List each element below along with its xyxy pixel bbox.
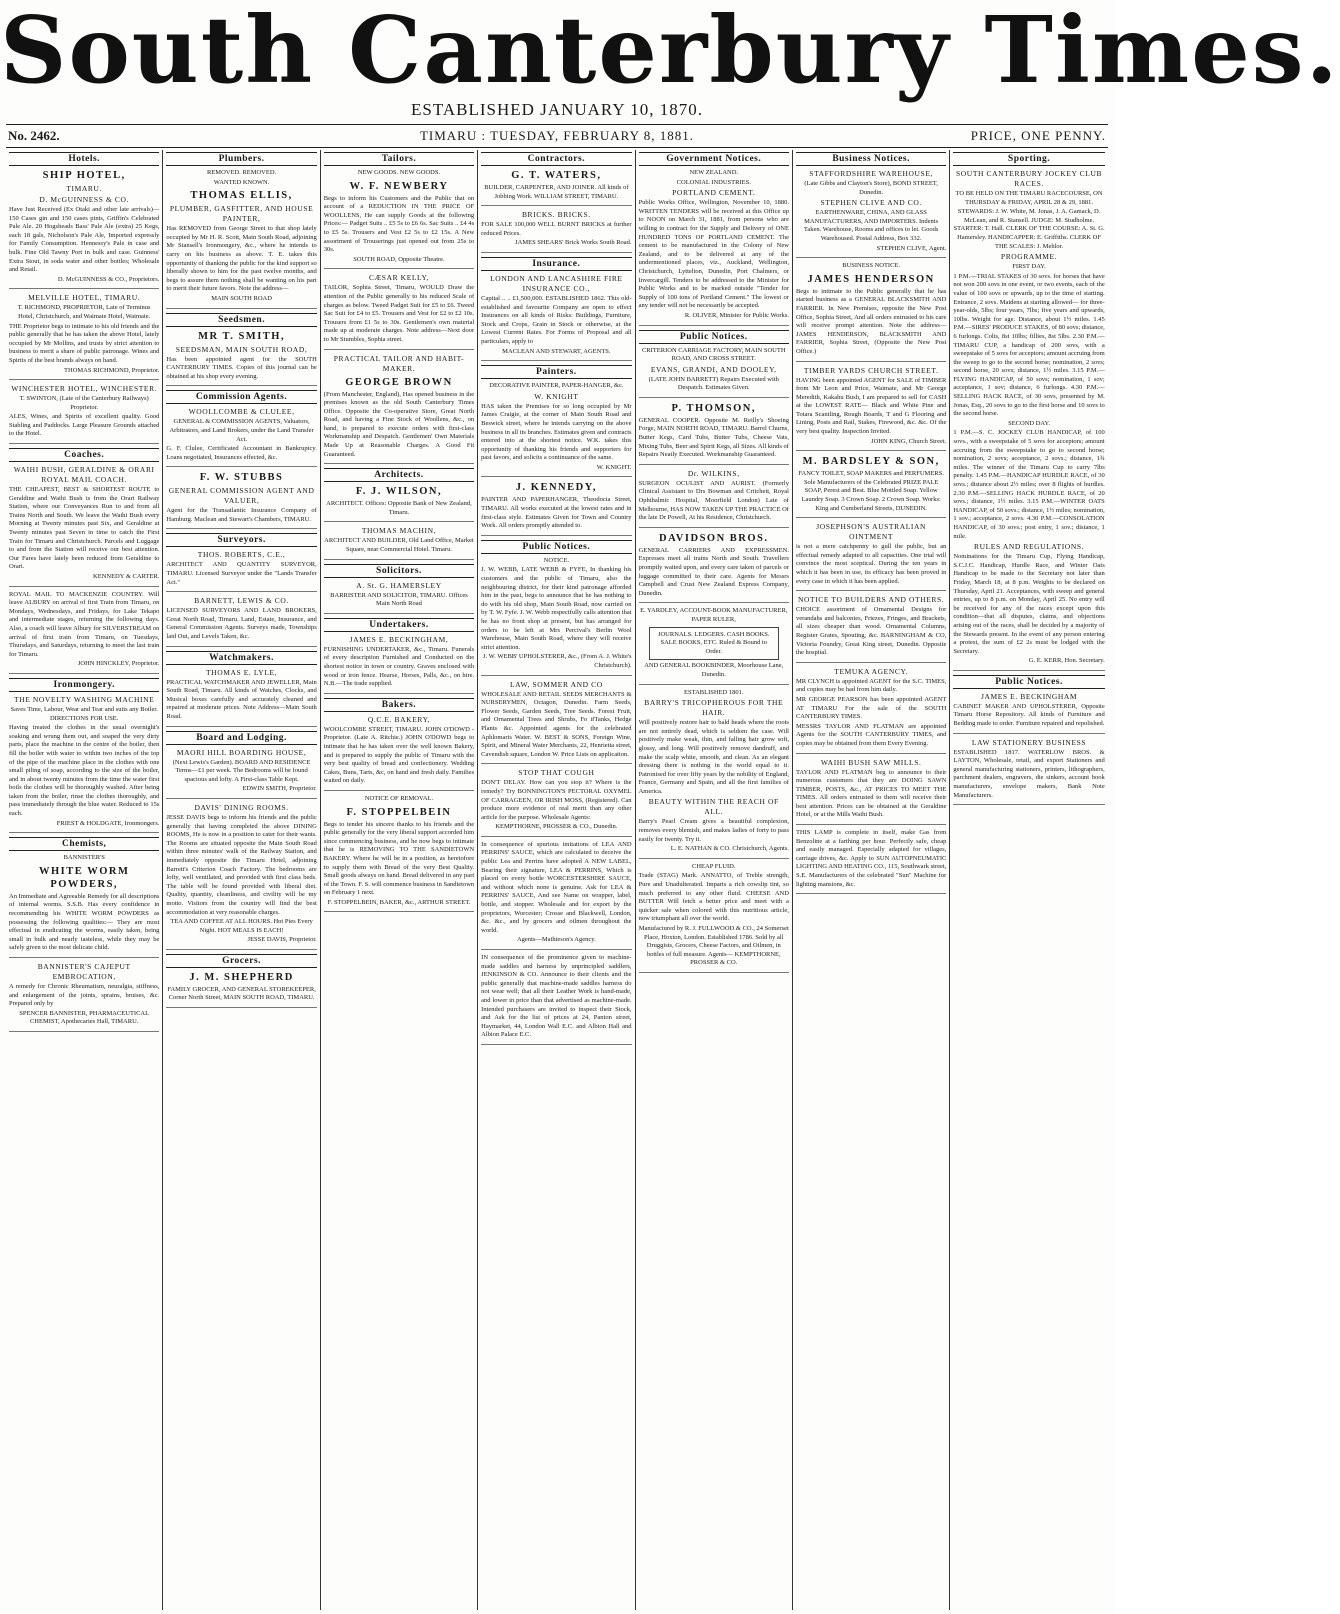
- ad-signature: MACLEAN AND STEWART, AGENTS.: [502, 347, 611, 355]
- ad-title: THE NOVELTY WASHING MACHINE: [14, 694, 155, 704]
- section-heading-architects: Architects.: [324, 468, 474, 482]
- ad-title: WOOLLCOMBE & CLULEE,: [188, 407, 295, 417]
- ad-body: TAYLOR AND FLATMAN beg to announce to their numerous customers that they are DOING SAWN TIMBER, POSTS, &c., AT PRICES TO MEET THE TIMES. All orders entrusted to them will receive their best attention. Prices can be obtained at the Geraldine Hotel, or at the Mills Waihi Bush.: [795, 768, 947, 819]
- ad-body: THE Proprietor begs to intimate to his old friends and the public generally that he has taken the above Hotel, lately occupied by Mr Mollins, and trusts by strict attention to business to merit a share of public patronage. Wines and Spirits of the best brands always on hand.: [9, 322, 160, 364]
- ad-wilson: [324, 485, 474, 522]
- ad-shepherd: [166, 971, 316, 1008]
- ad-qce-bakery: [324, 715, 474, 791]
- ad-title: F. W. STUBBS: [199, 472, 284, 484]
- ad-body: 1 P.M.—TRIAL STAKES of 30 sovs. for horses that have not won 200 sovs in one event, or two events, each of the value of 100 sovs or upwards, up to the time of starting. Entrance, 2 sovs. Maidens at starting allowed— for three-year-olds, 5lbs; four years, 7lbs; five years and upwards, 10lbs. Weight for age. Distance, about 1½ miles. 1.45 P.M.—SIRES' PRODUCE STAKES, of 80 sovs; distance, 6 furlongs. Colts, 8st 10lbs; fillies, 8st 5lbs. 2.30 P.M.—TIMARU CUP, a handicap of 200 sovs, with a sweepstake of 5 sovs for acceptors; amount accruing from the sweep to go to the second horse; nomination, 2 sovs; second horse, 20 sovs; distance, 1½ miles. 3.15 P.M.—FLYING HANDICAP, of 50 sovs; nomination, 1 sov; acceptance, 1 sov; distance, 6 furlongs. 4.30 P.M.—SELLING HACK RACE, of 30 sovs, presented by M. Jonas, Esq., 20 sovs to go to the first horse and 10 sovs to the second horse.: [953, 272, 1105, 418]
- ad-subtitle: D. McGUINNESS & CO.: [39, 195, 129, 204]
- ad-body: THIS LAMP is complete in itself, make Gas from Benzoline at a farthing per hour. Perfectly safe, cheap and easily managed. Especially adapted for villages, carriage drives, &c. Apply to SUN AUTOPNEUMATIC LIGHTING AND HEATING CO., 115, Southwark street, S.E. Manufacturers of the celebrated "Sun" Machine for lighting mansions, &c.: [795, 829, 947, 888]
- ad-body: HAVING been appointed AGENT for SALE of TIMBER from Mr Leon and Price, Waimate, and Mr George Meredith, Kakahu Bush, I am prepared to sell for CASH at the LOWEST RATE— Black and White Pine and Totara Scantling, Rough Boards, T and G Flooring and Lining, Posts and Rail, Stakes, Firewood, &c. &c. Of the very best quality. Inspection Invited.: [795, 376, 947, 436]
- ad-body: ESTABLISHED 1817. WATERLOW BROS. & LAYTON, Wholesale, retail, and export Stationers and general manufacturing stationers, printers, lithographers, parchment dealers, engravers, die sinkers, account book manufacturers, envelope makers, Bank Note Manufacturers.: [953, 748, 1105, 799]
- ad-subtitle: NOTICE.: [543, 556, 570, 564]
- ad-body: MR GEORGE PEARSON has been appointed AGENT AT TIMARU For the sale of the SOUTH CANTERBURY TIMES.: [795, 695, 947, 721]
- ad-title: G. T. WATERS,: [511, 170, 602, 181]
- ad-body: JESSE DAVIS begs to inform his friends and the public generally that having completed the above DINING ROOMS, He is now in a position to cater for their wants. The Rooms are situated opposite the Main South Road within three minutes' walk of the Railway Station, and immediately opposite the Timaru Hotel, adjoining Barrett's Criterion Coach Factory. The bedrooms are lofty, well ventilated, and provided with first class beds. The table will be found provided with liberal diet. Quality, quantity, cleanliness, and civility will be my motto. Visitors from the country will find the best accommodation at very reasonable charges.: [166, 813, 317, 916]
- ad-webb: [481, 557, 631, 676]
- ad-law-stationery: [953, 738, 1104, 806]
- ad-george-brown: [324, 354, 474, 465]
- ad-roberts: [166, 550, 316, 592]
- issue-date: TIMARU : TUESDAY, FEBRUARY 8, 1881.: [419, 128, 695, 143]
- ad-body: MR CLYNCH is appointed AGENT for the S.C. TIMES, and copies may be had from him daily.: [795, 677, 947, 694]
- ad-bardsley: [796, 455, 946, 518]
- ad-body: BUILDER, CARPENTER, AND JOINER. All kinds of Jobbing Work. WILLIAM STREET, TIMARU.: [484, 184, 629, 200]
- section-heading-commission: Commission Agents.: [166, 390, 316, 404]
- ad-subtitle: TO BE HELD ON THE TIMARU RACECOURSE, ON THURSDAY & FRIDAY, APRIL 28 & 29, 1881.: [955, 190, 1103, 206]
- section-heading-bakers: Bakers.: [324, 698, 474, 712]
- ad-lyle: [166, 668, 316, 727]
- ad-title: Dr. WILKINS,: [687, 468, 740, 478]
- ad-body: PRACTICAL WATCHMAKER AND JEWELLER, Main South Road, Timaru. All kinds of Watches, Clocks, and Musical boxes carefully and accurately cleaned and repaired at moderate prices. Note Address—Main South Road.: [166, 678, 317, 720]
- ad-title: STAFFORDSHIRE WAREHOUSE,: [809, 169, 933, 178]
- ad-title: WHITE WORM POWDERS,: [39, 865, 130, 890]
- ad-title: Q.C.E. BAKERY,: [367, 714, 431, 724]
- ad-body: JOURNALS. LEDGERS. CASH BOOKS. SALE BOOKS, ETC. Ruled & Bound to Order.: [649, 627, 779, 661]
- ad-body: GENERAL COOPER. Opposite M. Reilly's Shoeing Forge, MAIN NORTH ROAD, TIMARU. Barrel Churns, Butter Kegs, Card Tubs, Butter Tubs, Cheese Vats, Mixing Tubs, Beer and Spirit Kegs, all Sizes. All kinds of Repairs Neatly Executed. Workmanship Guaranteed.: [638, 416, 789, 459]
- ad-body: DON'T DELAY. How can you stop it? Where is the remedy? Try BONNINGTON'S PECTORAL OXYMEL OF CARRAGEEN, OR IRISH MOSS, (Registered). Can produce more evidence of real merit than any other article for the purpose. Wholesale Agents:: [481, 779, 632, 821]
- ad-signature: JAMES SHEARS' Brick Works South Road.: [515, 239, 632, 247]
- ad-hamersley: [324, 581, 474, 614]
- ad-title: E. YARDLEY, ACCOUNT-BOOK MANUFACTURER, PAPER RULER,: [640, 607, 788, 623]
- ad-title: A. St. G. HAMERSLEY: [356, 580, 442, 590]
- ad-title: CÆSAR KELLY,: [368, 273, 430, 283]
- section-heading-watchmakers: Watchmakers.: [166, 651, 316, 665]
- ad-title: TIMBER YARDS CHURCH STREET.: [803, 365, 939, 375]
- ad-body: ARCHITECT AND BUILDER, Old Land Office, Market Square, near Commercial Hotel. Timaru.: [324, 537, 474, 554]
- ad-maori-hill: [166, 748, 316, 799]
- ad-body: Has REMOVED from George Street to that shop lately occupied by Mr H. R. Scott, Main South Road, adjoining Mr Stansell's Ironmongery, &c., where he intends to carry on his business as above. T. E. takes this opportunity of thanking the public for the kind support so liberally shown to him for the past twelve months, and begs to assure them nothing shall be wanting on his part to merit their future favors. Note the address—: [166, 225, 317, 293]
- ad-subtitle: FIRST DAY.: [1012, 263, 1046, 271]
- ad-signature: STEPHEN CLIVE, Agent.: [876, 244, 947, 252]
- issue-number: No. 2462.: [8, 128, 60, 143]
- column-7: [950, 150, 1107, 1610]
- ad-signature: L. E. NATHAN & CO. Christchurch, Agents.: [670, 845, 789, 853]
- ad-title: WAIHI BUSH, GERALDINE & ORARI ROYAL MAIL COACH.: [13, 465, 155, 485]
- ad-title: PROGRAMME.: [1000, 252, 1058, 262]
- ad-body: ROYAL MAIL TO MACKENZIE COUNTRY. Will leave ALBURY on arrival of first Train from Timaru, on Mondays, Wednesdays, and Fridays, for Lake Tekapo and intermediate stages, returning the following days. Also, a coach will leave Albury for SILVERSTREAM on arrival of first train from Timaru, on Tuesdays, Thursdays, and Saturdays, returning to meet the last train for Timaru.: [9, 590, 160, 658]
- ad-body: Trade (STAG) Mark. ANNATTO, of Treble strength, Pure and Unadulterated. Imparts a rich cowslip tint, so much preferred to any other fluid. CHEESE AND BUTTER Will fetch a better price and meet with a quicker sale when colored with this nutritious article, now triumphant all over the world.: [638, 872, 789, 923]
- ad-body: WOOLCOMBE STREET, TIMARU. JOHN O'DOWD - Proprietor. (Late A. Ritchie.) JOHN O'DOWD begs to intimate that he has taken over the well known Bakery, and is prepared to supply the public of Timaru with the very best quality of bread and confectionery. Wedding Cakes, Buns, Tarts, &c, on hand and fresh daily. Families waited on daily.: [323, 725, 475, 785]
- section-heading-contractors: Contractors.: [481, 152, 631, 166]
- ad-signature: KEMPTHORNE, PROSSER & CO., Dunedin.: [495, 823, 618, 831]
- ad-lea-perrins: [481, 841, 631, 950]
- ad-body: Has been appointed agent for the SOUTH CANTERBURY TIMES. Copies of this journal can be obtained at his shop every evening.: [166, 355, 317, 380]
- column-6: [793, 150, 950, 1610]
- ad-worm-powders: [9, 854, 159, 958]
- ad-subtitle: PLUMBER, GASFITTER, AND HOUSE PAINTER,: [169, 204, 314, 224]
- ad-body: 1 P.M.—S. C. JOCKEY CLUB HANDICAP, of 100 sovs., with a sweepstake of 5 sovs for acceptors; amount accruing from the sweepstake to go to second horse; nomination, 2 sovs; acceptance, 2 sovs.; distance, 1¾ miles. The winner of the Timaru Cup to carry 7lbs penalty. 1.45 P.M.—HANDICAP HURDLE RACE, of 30 sovs.; distance about 2½ miles; over 8 flights of hurdles. 2.30 P.M.—SELLING HACK HURDLE RACE, of 20 sovs.; distance, 1½ miles. 3.15 P.M.—WINTER OATS HANDICAP, of 50 sovs.; distance, 1½ miles; nomination, 1 sov.; acceptance, 2 sovs. 4.30 P.M.—CONSOLATION HANDICAP, of 30 sovs.; post entry, 1 sov.; distance, 1 mile.: [953, 429, 1105, 540]
- ad-signature: JOHN HINCKLEY, Proprietor.: [77, 660, 160, 668]
- section-heading-painters: Painters.: [481, 365, 631, 379]
- column-4: [478, 150, 635, 1610]
- ad-body: PAINTER AND PAPERHANGER, Theodocia Street, TIMARU. All works executed at the lowest rates and in first-class style. Estimates Given for Town and Country Work. All orders promptly attended to.: [481, 496, 632, 530]
- ad-body: ARCHITECT AND QUANTITY SURVEYOR, TIMARU. Licensed Surveyor under the "Lands Transfer Act.": [166, 561, 317, 586]
- ad-embrocation: [9, 962, 159, 1032]
- ad-signature: J. W. WEBB' UPHOLSTERER, &c., (From A. J. White's Christchurch).: [483, 653, 632, 669]
- ad-body: Agent for the Transatlantic Insurance Company of Hamburg. Maclean and Stewart's Chambers, TIMARU.: [166, 507, 317, 523]
- ad-body: IN consequence of the prominence given to machine-made saddles and harness by unprincipled saddlers, JENKINSON & CO. Announce to their clients and the public generally that machine-made saddles harness do not wear well; that all their Leather Work is hand-made, and lower in price than that advertised as machine-made. Intended purchasers are invited to inspect their Stock, and Ask for the list of prices at 24, Panton street, Haymarket, 44, London Wall E.C. and Albion Hall and Albion Palace E.C.: [481, 954, 632, 1039]
- ad-stoppelbein: [324, 795, 474, 913]
- ad-title: MAORI HILL BOARDING HOUSE,: [176, 747, 307, 757]
- ad-title: SOUTH CANTERBURY JOCKEY CLUB RACES.: [956, 169, 1103, 188]
- ad-wilkins: [639, 469, 789, 528]
- ad-body: Barry's Pearl Cream gives a beautiful complexion, removes every blemish, and makes ladies of forty to pass easily for twenty. Try it.: [638, 818, 789, 843]
- columns: [6, 150, 1108, 1610]
- ad-stubbs: [166, 471, 316, 529]
- section-heading-solicitors: Solicitors.: [324, 564, 474, 578]
- ad-subtitle: WANTED KNOWN.: [213, 178, 270, 186]
- ad-body: MESSRS TAYLOR AND FLATMAN are appointed Agents for the SOUTH CANTERBURY TIMES, and copies may be obtained from them Every Evening.: [795, 722, 947, 747]
- ad-title: MR T. SMITH,: [198, 330, 286, 342]
- ad-subtitle: NEW ZEALAND.: [689, 169, 739, 176]
- ad-henderson: [796, 262, 946, 361]
- ad-title: RULES AND REGULATIONS.: [974, 542, 1085, 552]
- ad-subtitle: T. RICHMOND, PROPRIETOR, Late of Terminus Hotel, Christchurch, and Waimate Hotel, Waimate.: [17, 304, 151, 320]
- ad-subtitle: TEA AND COFFEE AT ALL HOURS. Hot Pies Every Night. HOT MEALS IS EACH!: [170, 918, 313, 934]
- ad-subtitle: (Late Gibbs and Clayton's Store), BOND STREET, Dunedin.: [804, 180, 938, 196]
- column-1: [6, 150, 163, 1610]
- ad-subtitle: REMOVED. REMOVED.: [207, 169, 277, 176]
- ad-body: An Immediate and Agreeable Remedy for all descriptions of internal worms. S.S.B. Has every confidence in recommending his WHITE WORM POWDERS as possessing the following qualities:— They are most effectual in eradicating the worms, easily taken, being small in bulk and nearly tasteless, while they may be safely given to the most delicate child.: [9, 892, 160, 952]
- ad-body: SURGEON OCULIST AND AURIST. (Formerly Clinical Assistant to Drs Bowman and Critchett, Royal Ophthalmic Hospital, Moorfield London) Late of Melbourne, HAS NOW TAKEN UP THE PRACTICE Of the late Dr Powell, At his Residence, Christchurch.: [638, 479, 789, 522]
- ad-body: A remedy for Chronic Rheumatism, neuralgia, stiffness, and enlargement of the joints, sprains, bruises, &c. Prepared only by: [9, 983, 160, 1008]
- ad-beckingham-cabinet: [953, 692, 1104, 734]
- ad-body: (From Manchester, England), Has opened business in the premises known as the old South Canterbury Times Office. Opposite the Co-operative Store, Great North Road, and having a Fine Stock of Woollens, &c., on hand, is prepared to execute orders with first-class Workmanship and Despatch. Gentlemen' Own Materials Made Up at Reasonable Charges. A Good Fit Guaranteed.: [323, 390, 475, 458]
- section-heading-grocers: Grocers.: [166, 954, 316, 968]
- ad-body: (Next Lewis's Garden). BOARD AND RESIDENCE Terms—£1 per week. The Bedrooms will be found spacious and lofty. A First-class Table Kept.: [172, 758, 311, 783]
- ad-subtitle: T. SWINTON, (Late of the Canterbury Railways) Proprietor.: [19, 395, 149, 411]
- ad-title: BRICKS. BRICKS.: [521, 210, 591, 220]
- ad-caesar-kelly: [324, 273, 474, 349]
- section-heading-coaches: Coaches.: [9, 448, 159, 462]
- ad-subtitle: TIMARU.: [66, 184, 103, 193]
- established-line: ESTABLISHED JANUARY 10, 1870.: [411, 100, 703, 119]
- ad-bricks: [481, 210, 631, 253]
- section-heading-public-notices: Public Notices.: [481, 540, 631, 554]
- ad-barnett: [166, 596, 316, 646]
- ad-body: Begs to tender his sincere thanks to his friends and the public generally for the very liberal support accorded him since commencing business, and he now begs to intimate that he is REMOVING TO THE SANDIETOWN BAKERY. Where he will be in a position, as heretofore to supply them with Bread of the very Best Quality. Small goods always on hand. Bread delivered in any part of the Town. F. S. will commence business in Sandietown on February 1 next.: [323, 820, 475, 897]
- ad-lancashire: [481, 274, 631, 361]
- masthead-title: South Canterbury Times.: [0, 0, 1340, 104]
- ad-body: Having treated the clothes in the usual overnight's soaking and wrung them out, and soaped the very dirty parts, place the machine in the centre of the boiler, then fill the boiler with water to within two inches of the top of the pipe of the machine place in the clothes with one small piling of soap, according to the size of the boiler, and in about twenty minutes from the time the water first boils the clothes will be thoroughly washed. After being taken from the boiler, rinse the clothes thoroughly, and pass immediately through the blue water. Reduced to 15s each.: [9, 724, 160, 818]
- ad-title: THOMAS E. LYLE,: [206, 667, 278, 677]
- ad-title: THOS. ROBERTS, C.E.,: [197, 550, 286, 560]
- ad-signature: KENNEDY & CARTER.: [93, 573, 160, 580]
- ad-title: F. J. WILSON,: [355, 486, 443, 498]
- ad-title: THOMAS MACHIN,: [361, 526, 437, 536]
- ad-body: G. F. Clulee, Certificated Accountant in Bankruptcy. Loans negotiated, Insurances effected, &c.: [166, 445, 317, 461]
- section-heading-sporting: Sporting.: [953, 152, 1104, 166]
- ad-title: STEPHEN CLIVE AND CO.: [820, 198, 922, 208]
- ad-davidson: [639, 532, 789, 604]
- ad-body: Have Just Received (Ex Otaki and other late arrivals)— 150 Cases gin and 150 cases pints, Griffin's Celebrated Pale Ale. 20 Hogsheads Bass' Pale Ale (extra) 25 Kegs, each 18 gals, Nicholson's Pale Ale, Imported expressly for Family Consumption. Hennessy's Pale in case and bulk. Fine Old Tawny Port in bulk and case. Guinness' Extra Stout, in soda water and other bottles; Wholesale and Retail.: [9, 206, 160, 274]
- ad-body: ARCHITECT. Offices: Opposite Bank of New Zealand, Timaru.: [326, 500, 472, 516]
- ad-title: W. KNIGHT: [534, 391, 579, 401]
- section-heading-business: Business Notices.: [796, 152, 946, 166]
- ad-body: WHOLESALE AND RETAIL SEEDS MERCHANTS & NURSERYMEN, Octagon, Dunedin. Farm Seeds, Flower Seeds, Garden Seeds, Tree Seeds. Forest Fruit, and Ornamental Trees and Shrubs, Fo ifTanks, Hedge Plants &c. Appointed agents for the celebrated Aphlomaris Water. W. BEST & SONS, Foreign Wine, Spirit, and Mineral Water Merchants, 22, Henrietta street, Cavendish square, London W. Price Lists on application.: [481, 690, 632, 758]
- ad-beckingham: [324, 635, 474, 694]
- ad-title: LAW STATIONERY BUSINESS: [971, 737, 1087, 747]
- ad-subtitle: DECORATIVE PAINTER, PAPER-HANGER, &c.: [489, 382, 624, 390]
- ad-subtitle: ESTABLISHED 1801.: [684, 688, 744, 696]
- ad-jockey-club: [953, 169, 1104, 671]
- issue-price: PRICE, ONE PENNY.: [970, 128, 1106, 143]
- ad-title: TEMUKA AGENCY.: [834, 666, 908, 676]
- column-2: [163, 150, 320, 1610]
- ad-subtitle: SECOND DAY.: [1008, 419, 1050, 427]
- ad-title: SHIP HOTEL,: [42, 170, 126, 181]
- ad-signature: JESSE DAVIS, Proprietor.: [247, 936, 317, 944]
- column-3: [321, 150, 478, 1610]
- section-heading-hotels: Hotels.: [9, 152, 159, 166]
- ad-signature: W. KNIGHT.: [596, 463, 632, 471]
- ad-sun-lamp: [796, 829, 946, 894]
- ad-body: BARRISTER AND SOLICITOR, TIMARU. Offices Main North Road: [330, 591, 468, 608]
- ad-builders: [796, 595, 946, 663]
- ad-title: JAMES E. BECKINGHAM: [980, 691, 1078, 701]
- ad-woollcombe: [166, 407, 316, 467]
- ad-body: Public Works Office, Wellington, November 10, 1880. WRITTEN TENDERS will be received at this Office up to NOON on March 31, 1881, from persons who are willing to contract for the Supply and Delivery of ONE HUNDRED TONS OF PORTLAND CEMENT. The cement to be manufactured in the Colony of New Zealand, and to be delivered at any of the undermentioned places, viz., Auckland, Wellington, Christchurch, Lyttelton, Dunedin, Port Chalmers, or Invercargill. Tenders to be addressed to the Minister for Public Works and to be marked outside "Tender for Supply of 100 tons of Portland Cement." The lowest or any tender will not be necessarily be accepted.: [638, 199, 789, 310]
- ad-temuka-agency: [796, 667, 946, 754]
- ad-winchester-hotel: [9, 384, 159, 444]
- section-heading-board: Board and Lodging.: [166, 731, 316, 745]
- ad-title: P. THOMSON,: [671, 402, 756, 414]
- ad-subtitle: BANNISTER'S: [63, 854, 105, 862]
- ad-waihi-saw-mills: [796, 758, 946, 826]
- ad-title: WAIHI BUSH SAW MILLS.: [820, 757, 922, 767]
- ad-body: (LATE JOHN BARRETT) Repairs Executed with Despatch. Estimates Given.: [648, 375, 779, 392]
- ad-body: Nominations for the Timaru Cup, Flying Handicap, S.C.J.C. Handicap, Hurdle Race, and Winter Oats Handicap to be made to the Secretary not later than Friday, March 18, at 8 p.m. Weights to be declared on Thursday, April 21. Acceptances, with sweep and general entries, up to 8 p.m. on Monday, April 25. No entry will be received for any of the races except upon this condition—that all disputes, claims, and objections arising out of the races, shall be decided by a majority of the Stewards present. In the event of any person entering a protest, the sum of £2 2s must be lodged with the Secretary.: [953, 553, 1105, 655]
- ad-signature: FRIEST & HOLDGATE, Ironmongers.: [56, 819, 160, 827]
- ad-subtitle: BUSINESS NOTICE.: [842, 262, 901, 270]
- ad-signature: JOHN KING, Church Street.: [871, 437, 947, 445]
- section-heading-chemists: Chemists,: [9, 837, 159, 851]
- ad-signature: Manufactured by R. J. FULLWOOD & CO., 24 Somerset Place, Hoxton, London. Established 1786. Sold by all Druggists, Grocers, Cheese Factors, and Oilmen, in bottles of full measure. Agents— KEMPTHORNE, PROSSER & CO.: [638, 925, 789, 967]
- ad-signature: MAIN SOUTH ROAD: [211, 294, 272, 302]
- ad-josephson: [796, 522, 946, 591]
- ad-signature: SPENCER BANNISTER, PHARMACEUTICAL CHEMIST, Apothecaries Hall, TIMARU.: [19, 1009, 150, 1026]
- ad-annatto: [639, 863, 789, 973]
- section-heading-public-notices: Public Notices.: [953, 675, 1104, 689]
- ad-body: TAILOR, Sophia Street, Timaru, WOULD Draw the attention of the Public generally to his reduced Scale of charges as below. Tweed Padget Suit for £5 to £6. Tweed Sac Suit for £4 to £5. Trousers and Vest for £2 to £2 10s. Trousers from £1 5s to 30s. Gentlemen's own material made up at moderate charges. Note address—Next door to Mr Stumbles, Sophia street.: [323, 284, 475, 343]
- ad-title: JOSEPHSON'S AUSTRALIAN OINTMENT: [816, 522, 927, 542]
- ad-title: LAW, SOMMER AND CO: [509, 679, 603, 689]
- ad-title: MELVILLE HOTEL, TIMARU.: [28, 293, 141, 303]
- section-heading-undertakers: Undertakers.: [324, 618, 474, 632]
- ad-title: THOMAS ELLIS,: [190, 190, 293, 202]
- ad-subtitle: COLONIAL INDUSTRIES.: [676, 178, 751, 186]
- ad-signature: SOUTH ROAD, Opposite Theatre.: [353, 255, 445, 263]
- section-heading-government: Government Notices.: [639, 152, 789, 166]
- ad-staffordshire: [796, 169, 946, 258]
- ad-signature: G. E. KERR, Hon. Secretary.: [1028, 657, 1105, 665]
- ad-body: is not a mere catchpenny to gull the public, but an effectual remedy adapted to all capacities. One trial will convince the most sceptical. During the ten years in which it has been in use, its efficacy has been proved in every case in which it has been applied.: [795, 543, 947, 585]
- ad-title: J. M. SHEPHERD: [189, 971, 294, 983]
- ad-body: Begs to inform his Customers and the Public that on account of a REDUCTION IN THE PRICE OF WOOLLENS, He can supply Goods at the following Prices:— Padget Suits .. £5 5s to £6 6s. Sac Suits .. £4 4s to £5 5s. Trousers and Vest £2 5s to £2 15s. A New assortment of Trouserings just opened out from 25s to 30s.: [323, 194, 475, 254]
- ad-title: EVANS, GRANDI, AND DOOLEY,: [650, 364, 777, 374]
- ad-t-smith: [166, 330, 316, 387]
- ad-title: GEORGE BROWN: [345, 376, 453, 388]
- ad-signature: THOMAS RICHMOND, Proprietor.: [64, 366, 160, 374]
- section-heading-seedsmen: Seedsmen.: [166, 313, 316, 327]
- ad-thomson: [639, 402, 789, 465]
- ad-cough: [481, 768, 631, 837]
- section-heading-insurance: Insurance.: [481, 257, 631, 271]
- ad-subtitle: NOTICE OF REMOVAL.: [364, 794, 434, 802]
- ad-title: JAMES HENDERSON: [807, 273, 935, 285]
- ad-criterion: [639, 347, 789, 398]
- ad-title: DAVIS' DINING ROOMS.: [194, 802, 289, 812]
- ad-title: BANNISTER'S CAJEPUT EMBROCATION,: [37, 962, 131, 981]
- ad-signature: Agents—Mathieson's Agency.: [516, 936, 596, 944]
- ad-subtitle: Saves Time, Labour, Wear and Tear and suits any Boiler. DIRECTIONS FOR USE.: [10, 705, 158, 722]
- ad-body: FOR SALE 100,000 WELL BURNT BRICKS at further reduced Prices.: [481, 221, 632, 237]
- ad-title: WINCHESTER HOTEL, WINCHESTER.: [11, 384, 158, 394]
- ad-knight: [481, 382, 631, 477]
- ad-title: J. KENNEDY,: [515, 482, 597, 494]
- section-heading-public-notices: Public Notices.: [639, 330, 789, 344]
- ad-body: THE CHEAPEST, BEST & SHORTEST ROUTE to Geraldine and Waihi Bush is from the Orari Railway Station, where our Conveyances Run to and from all Trains North and South. We leave the Waihi Bush every Morning at Twenty minutes past Six, and Geraldine at Twenty minutes past Seven in time to catch the First Train for Timaru and Christchurch. Parcels and Luggage to and from the Station will receive our best attention. Our Fares have lately been reduced from Geraldine to Orari.: [9, 486, 160, 571]
- ad-subtitle: PRACTICAL TAILOR AND HABIT-MAKER.: [333, 353, 465, 373]
- ad-signature: D. McGUINNESS & CO., Proprietors.: [57, 275, 160, 283]
- ad-title: M. BARDSLEY & SON,: [802, 456, 940, 468]
- section-heading-plumbers: Plumbers.: [166, 152, 316, 166]
- ad-title: LONDON AND LANCASHIRE FIRE INSURANCE CO.,: [490, 273, 623, 293]
- ad-subtitle: CRITERION CARRIAGE FACTORY, MAIN SOUTH ROAD, AND CROSS STREET.: [641, 346, 786, 363]
- section-heading-ironmongery: Ironmongery.: [9, 678, 159, 692]
- ad-body: EARTHENWARE, CHINA, AND GLASS MANUFACTURERS, AND IMPORTERS. Indents Taken. Warehouse, Rooms and offices to let. Goods Warehoused. Postal Address, Box 332.: [803, 209, 939, 242]
- ad-law-sommer: [481, 680, 631, 765]
- ad-body: ALES, Wines, and Spirits of excellent quality. Good Stabling and Paddocks. Large Pleasure Grounds attached to the Hotel.: [9, 413, 160, 438]
- column-5: [636, 150, 793, 1610]
- ad-subtitle: NEW GOODS. NEW GOODS.: [357, 169, 441, 176]
- ad-yardley: [639, 607, 789, 684]
- ad-thomas-ellis: [166, 169, 316, 309]
- ad-royal-mail: [9, 591, 159, 674]
- ad-subtitle: CHEAP FLUID.: [692, 862, 736, 870]
- ad-melville-hotel: [9, 293, 159, 380]
- ad-body: In consequence of spurious imitations of LEA AND PERRINS' SAUCE, which are calculated to deceive the public Lea and Perrins have adopted A NEW LABEL, Bearing their signature, LEA & PERRINS, Which is placed on every bottle WORCESTERSHIRE SAUCE, and without which none is genuine. Ask for LEA & PERRINS' SAUCE, And see Name on wrapper, label, bottle, and stopper. Wholesale and for export by the proprietors, Worcester; Crosse and Blackwell, London, &c. &c., and by grocers and oilmen throughout the world.: [481, 840, 632, 934]
- ad-body: GENERAL CARRIERS AND EXPRESSMEN. Expresses meet all trains North and South. Travellers promptly waited upon, and every care taken of parcels or luggage committed to their care. Agents for Messrs Campbell and Crust New Zealand Express Company, Dunedin.: [638, 546, 789, 597]
- ad-title: PORTLAND CEMENT.: [672, 188, 756, 198]
- section-heading-surveyors: Surveyors.: [166, 533, 316, 547]
- ad-signature: F. STOPPELBEIN, BAKER, &c., ARTHUR STREET.: [327, 898, 471, 906]
- ad-body: Capital .. .. £1,500,000. ESTABLISHED 1862. This old-established and favourite Company are open to effect Insurances on all kinds of Risks: Buildings, Furniture, Stock and Crops, Grain in Stock or otherwise, at the Lowest Current Rates. For Forms of Proposal and all particulars, apply to: [481, 294, 632, 345]
- ad-title: W. F. NEWBERY: [349, 180, 449, 192]
- ad-body: J. W. WEBB, LATE WEBB & FYFE, In thanking his customers and the public of Timaru, also the neighbouring district, for their kind patronage afforded him in the past, begs to announce that he has nothing to do with his old shop, Main South Road, now carried on by T. W. Fyfe. J. W. Webb respectfully calls attention that he has no front shop at present, but has arranged for orders to be left at Mrs Percival's Berlin Wool Warehouse, Main South Road, where they will receive strict attention.: [481, 566, 632, 651]
- ad-newbery: [324, 169, 474, 269]
- ad-title: DAVIDSON BROS.: [659, 532, 769, 544]
- ad-subtitle: AND GENERAL BOOKBINDER, Moorhouse Lane, Dunedin.: [644, 662, 784, 678]
- section-heading-tailors: Tailors.: [324, 152, 474, 166]
- ad-kennedy: [481, 481, 631, 535]
- ad-title: BARRY'S TRICOPHEROUS FOR THE HAIR.: [644, 698, 784, 718]
- dateline: [6, 124, 1108, 148]
- ad-body: HAS taken the Premises for so long occupied by Mr James Craigie, at the corner of Main South Road and Beswick street, where he intends carrying on the above business in all its branches. Estimates given and contracts entered into at the shortest notice. W.K. takes this opportunity of thanking his friends and supporters for past favors, and solicits a continuance of the same.: [481, 402, 632, 462]
- ad-title: JAMES E. BECKINGHAM,: [349, 634, 449, 644]
- ad-davis-dining: [166, 803, 316, 950]
- ad-ship-hotel: [9, 169, 159, 289]
- ad-body: LICENSED SURVEYORS AND LAND BROKERS, Great North Road, Timaru. Land, Estate, Insurance, and General Commission Agents. Surveys made, Townships laid Out, and Levels Taken, &c.: [166, 607, 317, 641]
- ad-signature: EDWIN SMITH, Proprietor.: [242, 785, 317, 793]
- ad-machin: [324, 526, 474, 559]
- ad-signature: R. OLIVER, Minister for Public Works.: [684, 311, 789, 319]
- ad-barry: [639, 689, 789, 859]
- ad-body: Will positively restore hair to bald heads where the roots are not entirely dead, which is seldom the case. Will positively make weak, thin, and falling hair grow soft, glossy, and long. Will positively remove dandruff, and make the scalp white, smooth, and clean. As an elegant dressing there is nothing in the world equal to it. Patronised for over fifty years by the nobility of England, France, Germany and Spain, and all the first families of America.: [638, 719, 789, 795]
- ad-title: NOTICE TO BUILDERS AND OTHERS.: [798, 595, 945, 605]
- ad-body: Begs to intimate to the Public generally that he has started business as a GENERAL BLACKSMITH AND FARRIER. In New Premises, opposite the New Post Office, Sophia Street, And all orders entrusted to his care will receive prompt attention. Note the address— JAMES HENDERSON, BLACKSMITH AND FARRIER, Sophia Street, (Opposite the New Post Office.): [795, 287, 947, 355]
- ad-washing-machine: [9, 695, 159, 833]
- ad-timber-yards: [796, 366, 946, 452]
- ad-jenkinson: [481, 954, 631, 1045]
- ad-title: BARNETT, LEWIS & CO.: [194, 596, 289, 606]
- ad-body: STEWARDS: J. W. White, M. Jonas, J. A. Gamack, D. McLean, and R. Stansell. JUDGE: M. Studholme. STARTER: T. Hall. CLERK OF THE COURSE: A. St. G. Hamersley. HANDICAPPER: E. Griffiths. CLERK OF THE SCALES: J. Mehlor.: [953, 208, 1105, 250]
- ad-waters: [481, 169, 631, 206]
- ad-title: STOP THAT COUGH: [518, 768, 595, 778]
- ad-waihi-coach: [9, 465, 159, 587]
- ad-subtitle: GENERAL & COMMISSION AGENTS, Valuators, Arbitrators, and Land Brokers, under the Land Transfer Act.: [169, 418, 314, 443]
- ad-body: FAMILY GROCER, AND GENERAL STOREKEEPER, Corner North Street, MAIN SOUTH ROAD, TIMARU.: [167, 985, 316, 1002]
- ad-body: FURNISHING UNDERTAKER, &c., Timaru. Funerals of every description Furnished and Conducted on the shortest notice in town or country. Graves enclosed with wood or iron fence. Hearse, Horses, Palls, &c., on hire. N.B.—The trade supplied.: [323, 645, 475, 688]
- ad-title: F. STOPPELBEIN: [346, 806, 452, 818]
- ad-subtitle: SEEDSMAN, MAIN SOUTH ROAD,: [175, 344, 308, 354]
- ad-body: FANCY TOILET, SOAP MAKERS and PERFUMERS. Sole Manufacturers of the Celebrated PRIZE PALE SOAP, Perest and Best. Blue Mottled Soap. Yellow Laundry Soap. 3 Crown Soap. 2 Crown Soap. Works: King and Cumberland Streets, DUNEDIN.: [798, 470, 944, 512]
- ad-body: CHOICE assortment of Ornamental Designs for verandahs and balconies, Friezes, Fringes, and Brackets, all sizes cheaper than wood. Ornamental Columns, Register Grates, Spouting, &c. BARNINGHAM & CO, Victoria Foundry, Great King street, Dunedin. Opposite the hospital.: [795, 606, 947, 657]
- ad-body: CABINET MAKER AND UPHOLSTERER, Opposite Timaru Horse Repository. All kinds of Furniture and Bedding made to order. Furniture repaired and repolished.: [953, 702, 1105, 728]
- ad-title: BEAUTY WITHIN THE REACH OF ALL.: [648, 797, 779, 817]
- ad-portland-cement: [639, 169, 789, 326]
- ad-subtitle: GENERAL COMMISSION AGENT AND VALUER,: [168, 486, 315, 506]
